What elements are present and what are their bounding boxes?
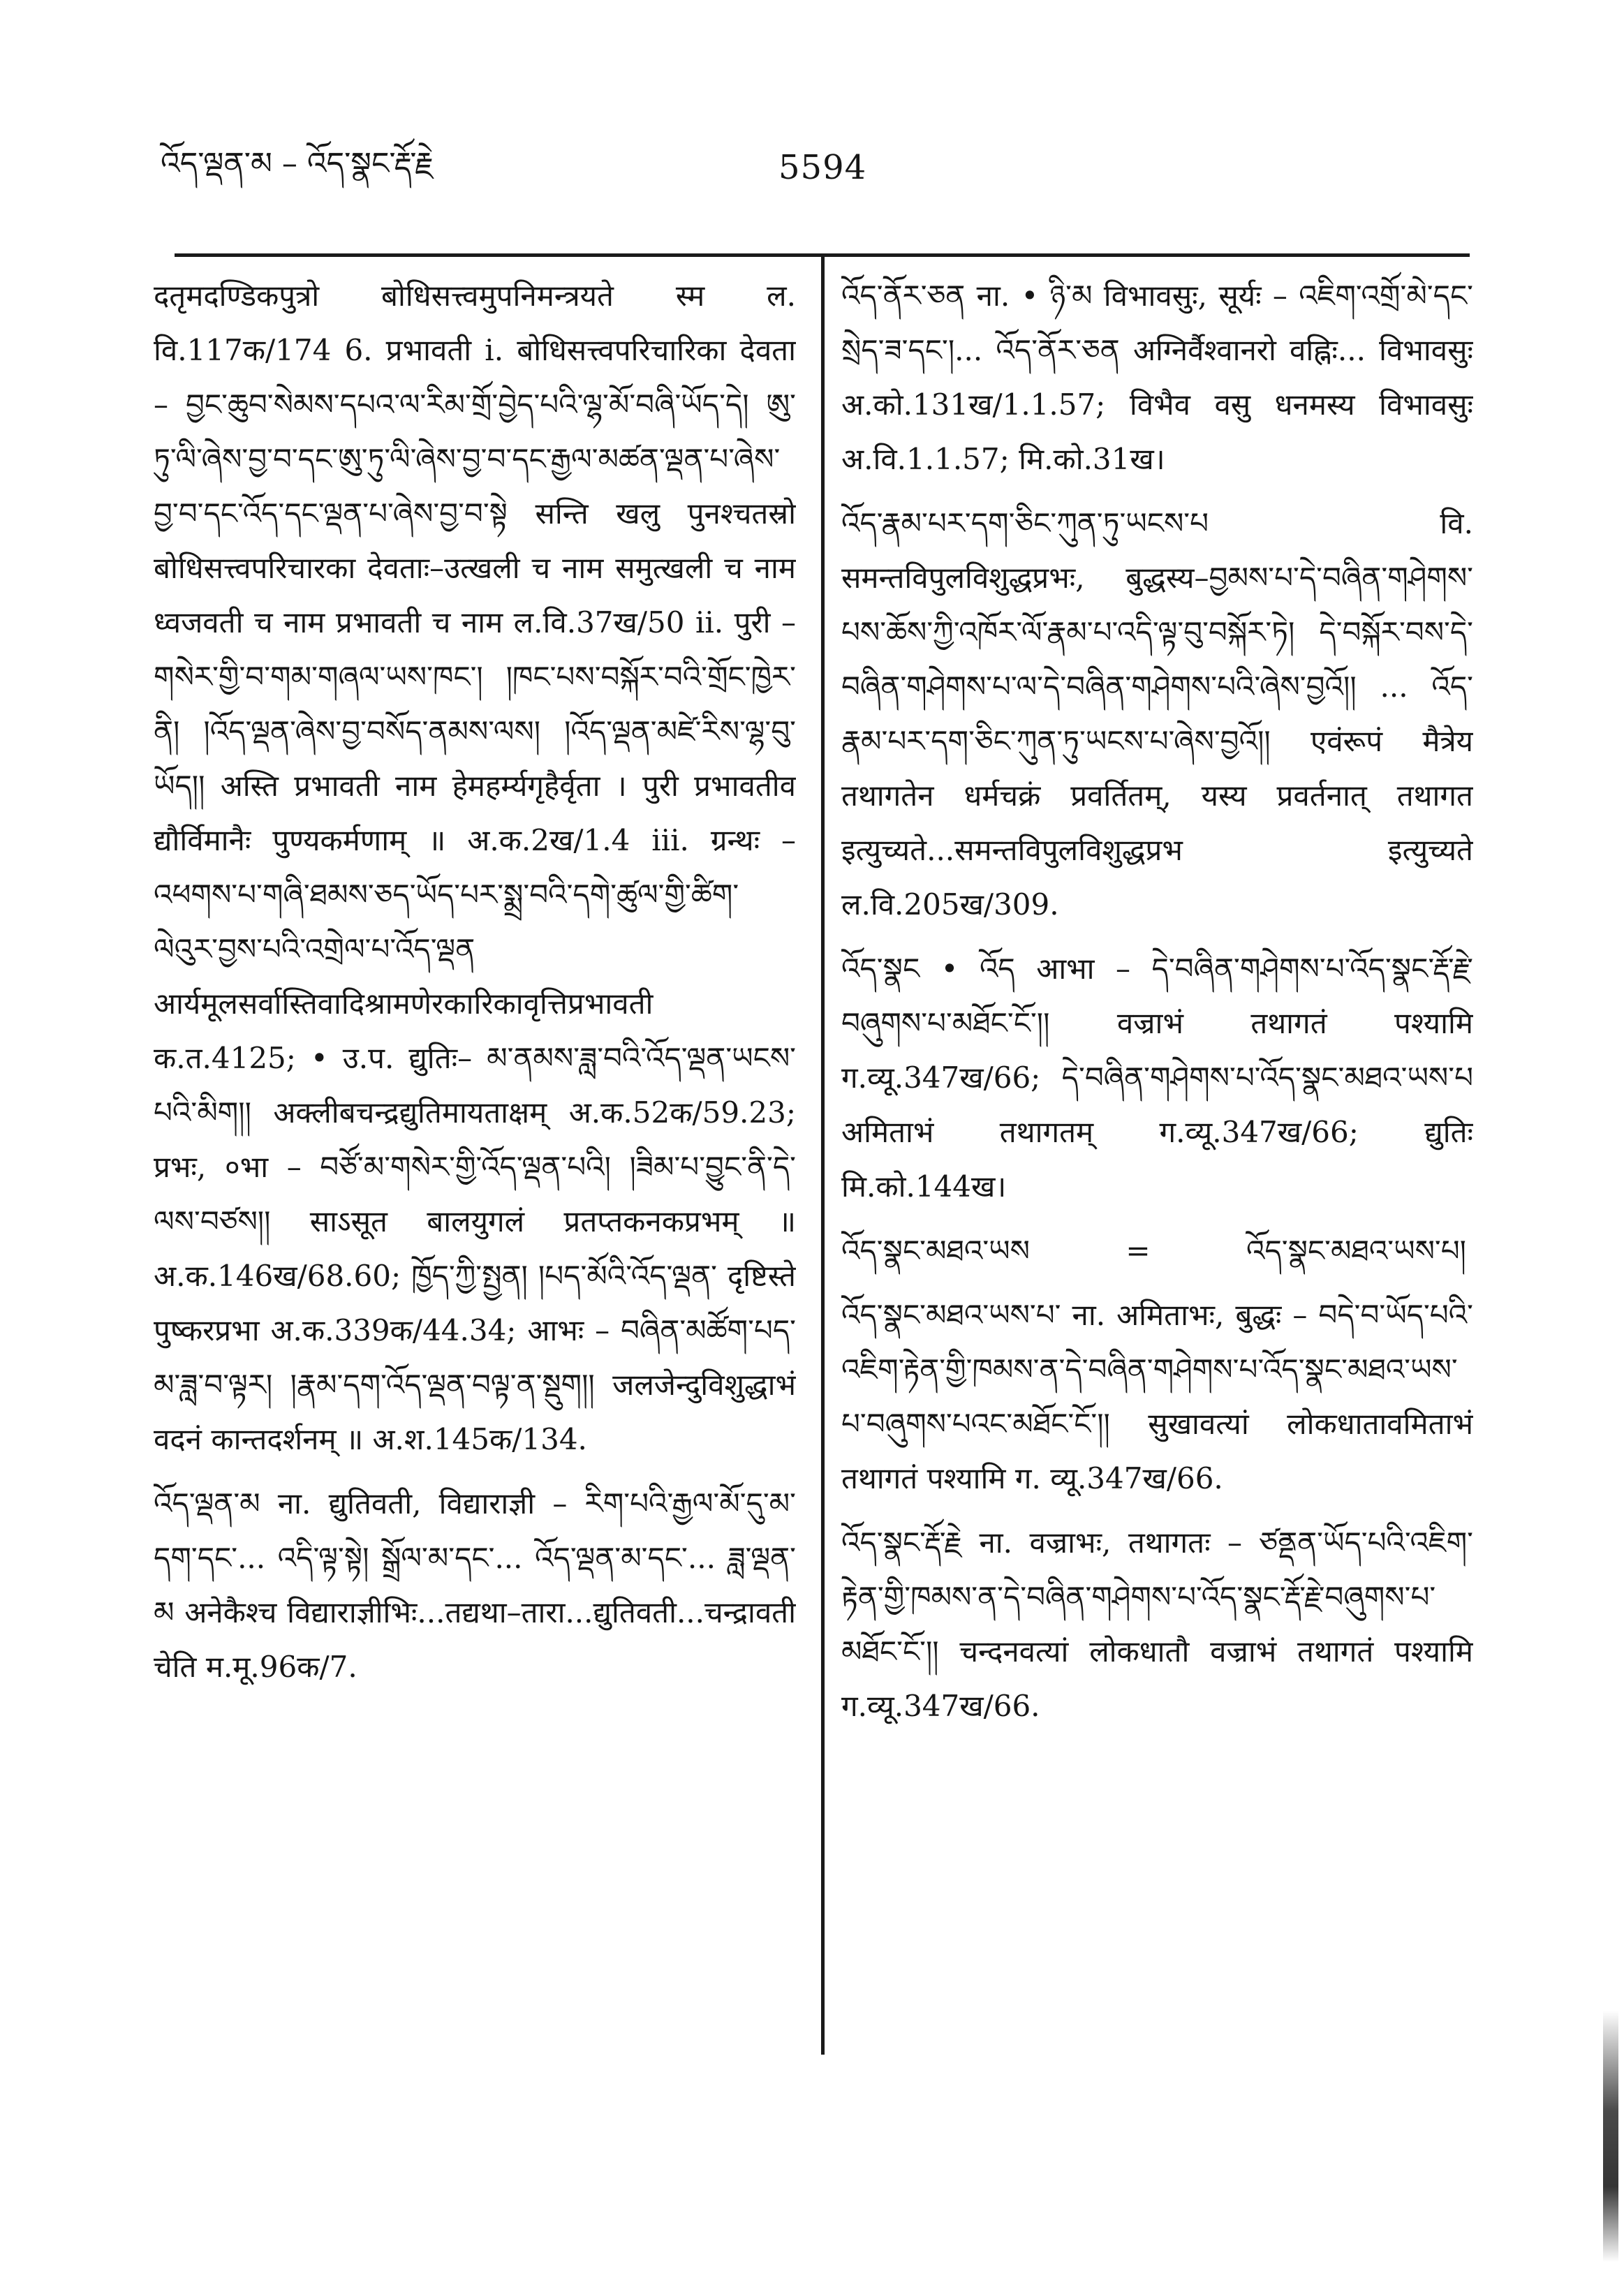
scan-edge-mark bbox=[1603, 2011, 1618, 2262]
dictionary-entry: दतृमदण्डिकपुत्रो बोधिसत्त्वमुपनिमन्त्रयते स्म ल. वि.117क/174 6. प्रभावती i. बोधिसत्त्वपरिचारिका देवता – བྱང་ཆུབ་སེམས་དཔའ་ལ་རིམ་གྲོ་བྱེད་པའི་ལྷ་མོ་བཞི་ཡོད་དེ། ཨུ་ཏུ་ལི་ཞེས་བྱ་བ་དང་ཨུ་ཏུ་ལི་ཞེས་བྱ་བ་དང་རྒྱལ་མཚན་ལྡན་པ་ཞེས་བྱ་བ་དང་འོད་དང་ལྡན་པ་ཞེས་བྱ་བ་སྟེ सन्ति खलु पुनश्चतस्रो बोधिसत्त्वपरिचारका देवताः–उत्खली च नाम समुत्खली च नाम ध्वजवती च नाम प्रभावती च नाम ल.वि.37ख/50 ii. पुरी – གསེར་གྱི་བ་གམ་གཞལ་ཡས་ཁང་། །ཁང་པས་བསྐོར་བའི་གྲོང་ཁྱེར་ནི། །འོད་ལྡན་ཞེས་བྱ་བསོད་ནམས་ལས། །འོད་ལྡན་མཛེ་རིས་ལྷ་བུ་ཡོད།། अस्ति प्रभावती नाम हेमहर्म्यगृहैर्वृता । पुरी प्रभावतीव द्यौर्विमानैः पुण्यकर्मणाम् ॥ अ.क.2ख/1.4 iii. ग्रन्थः – འཕགས་པ་གཞི་ཐམས་ཅད་ཡོད་པར་སྨྲ་བའི་དགེ་ཚུལ་གྱི་ཚིག་ལེའུར་བྱས་པའི་འགྲེལ་པ་འོད་ལྡན आर्यमूलसर्वास्तिवादिश्रामणेरकारिकावृत्तिप्रभावती क.त.4125; • उ.प. द्युतिः– མ་ནམས་ཟླ་བའི་འོད་ལྡན་ཡངས་པའི་མིག།། अक्लीबचन्द्रद्युतिमायताक्षम् अ.क.52क/59.23; प्रभः, ०भा – བཙོ་མ་གསེར་གྱི་འོད་ལྡན་པའི། །ཟིམ་པ་བྱུང་ནི་དེ་ལས་བཙས།། साऽसूत बालयुगलं प्रतप्तकनकप्रभम् ॥ अ.क.146ख/68.60; ཁྱོད་ཀྱི་སྤྱན། །པད་མོའི་འོད་ལྡན་ दृष्टिस्ते पुष्करप्रभा अ.क.339क/44.34; आभः – བཞིན་མཚོག་པད་མ་ཟླ་བ་ལྟར། །རྣམ་དག་འོད་ལྡན་བལྟ་ན་སྡུག།། जलजेन्दुविशुद्धाभं वदनं कान्तदर्शनम् ॥ अ.श.145क/134. bbox=[154, 279, 796, 1456]
cross-reference-target: འོད་སྣང་མཐའ་ཡས་པ། bbox=[1246, 1234, 1466, 1268]
dictionary-entry: འོད་སྣང • འོད आभा – དེ་བཞིན་གཤེགས་པ་འོད་སྣང་རྡོ་རྗེ་བཞུགས་པ་མཐོང་ངོ་།། वज्राभं तथागतं पश्यामि ग.व्यू.347ख/66; དེ་བཞིན་གཤེགས་པ་འོད་སྣང་མཐའ་ཡས་པ अमिताभं तथागतम् ग.व्यू.347ख/66; द्युतिः मि.को.144ख। bbox=[841, 952, 1473, 1204]
equals-sign: = bbox=[1125, 1234, 1151, 1268]
right-column bbox=[841, 269, 1473, 2021]
dictionary-entry: འོད་རྣམ་པར་དག་ཅིང་ཀུན་ཏུ་ཡངས་པ वि. समन्तविपुलविशुद्धप्रभः, बुद्धस्य–བྱམས་པ་དེ་བཞིན་གཤེགས་པས་ཆོས་ཀྱི་འཁོར་ལོ་རྣམ་པ་འདི་ལྟ་བུ་བསྐོར་ཏེ། དེ་བསྐོར་བས་དེ་བཞིན་གཤེགས་པ་ལ་དེ་བཞིན་གཤེགས་པའི་ཞེས་བྱའོ།། ... འོད་རྣམ་པར་དག་ཅིང་ཀུན་ཏུ་ཡངས་པ་ཞེས་བྱའོ།། एवंरूपं मैत्रेय तथागतेन धर्मचक्रं प्रवर्तितम्, यस्य प्रवर्तनात् तथागत इत्युच्यते...समन्तविपुलविशुद्धप्रभ इत्युच्यते ल.वि.205ख/309. bbox=[841, 506, 1473, 922]
column-divider bbox=[821, 253, 825, 2055]
cross-reference bbox=[841, 1224, 1473, 1278]
dictionary-entry: འོད་སྣང་མཐའ་ཡས་པ་ ना. अमिताभः, बुद्धः – བདེ་བ་ཡོད་པའི་འཇིག་རྟེན་གྱི་ཁམས་ན་དེ་བཞིན་གཤེགས་པ་འོད་སྣང་མཐའ་ཡས་པ་བཞུགས་པའང་མཐོང་ངོ་།། सुखावत्यां लोकधातावमिताभं तथागतं पश्यामि ग. व्यू.347ख/66. bbox=[841, 1298, 1473, 1495]
dictionary-entry: འོད་ལྡན་མ ना. द्युतिवती, विद्याराज्ञी – རིག་པའི་རྒྱལ་མོ་དུ་མ་དག་དང་... འདི་ལྟ་སྟེ། སྒྲོལ་མ་དང་... འོད་ལྡན་མ་དང་... ཟླ་ལྡན་མ अनेकैश्च विद्याराज्ञीभिः...तद्यथा–तारा...द्युतिवती...चन्द्रावती चेति म.मू.96क/7. bbox=[154, 1486, 796, 1684]
dictionary-entry: འོད་སྣང་རྡོ་རྗེ ना. वज्राभः, तथागतः – ཙནྡན་ཡོད་པའི་འཇིག་རྟེན་གྱི་ཁམས་ན་དེ་བཞིན་གཤེགས་པ་འོད་སྣང་རྡོ་རྗེ་བཞུགས་པ་མཐོང་ངོ་།། चन्दनवत्यां लोकधातौ वज्राभं तथागतं पश्यामि ग.व्यू.347ख/66. bbox=[841, 1525, 1473, 1723]
cross-reference-term: འོད་སྣང་མཐའ་ཡས bbox=[841, 1234, 1030, 1268]
left-column bbox=[154, 269, 796, 2021]
running-header: འོད་ལྡན་མ – འོད་སྣང་རྡོ་རྗེ bbox=[161, 146, 434, 182]
page-number: 5594 bbox=[778, 148, 867, 187]
dictionary-entry: འོད་ནོར་ཅན ना. • ཉི་མ विभावसुः, सूर्यः – འཇིག་འགྲོ་མེ་དང་སྲེད་ཟ་དང་།... འོད་ནོར་ཅན अग्निर्वैश्वानरो वह्निः... विभावसुः अ.को.131ख/1.1.57; विभैव वसु धनमस्य विभावसुः अ.वि.1.1.57; मि.को.31ख। bbox=[841, 279, 1473, 476]
